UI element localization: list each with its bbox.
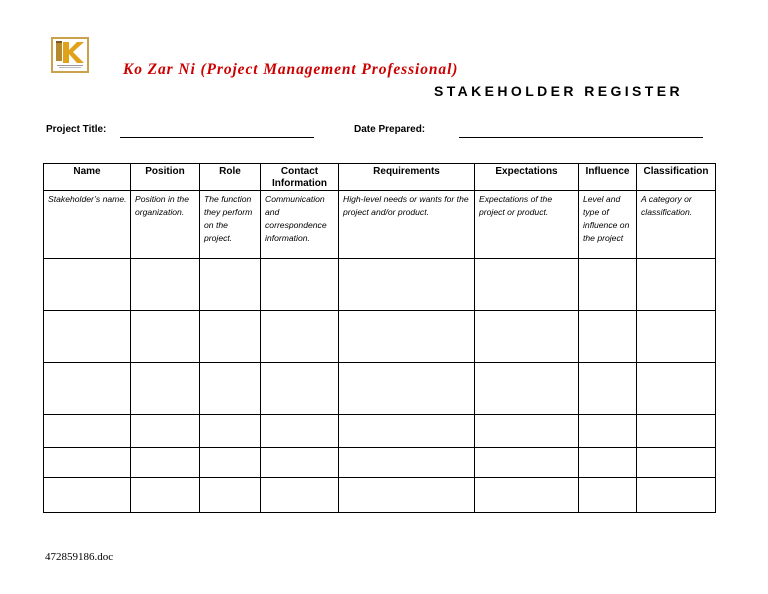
- company-logo: [51, 37, 89, 73]
- table-cell[interactable]: [637, 259, 716, 311]
- table-row: [44, 448, 716, 478]
- table-cell[interactable]: [131, 415, 200, 448]
- column-header-requirements: Requirements: [339, 164, 475, 191]
- table-cell[interactable]: [131, 311, 200, 363]
- table-cell[interactable]: [261, 311, 339, 363]
- table-cell[interactable]: [339, 478, 475, 513]
- table-cell[interactable]: [637, 448, 716, 478]
- table-cell[interactable]: [475, 448, 579, 478]
- table-cell[interactable]: [339, 415, 475, 448]
- project-title-field[interactable]: [120, 137, 314, 138]
- table-cell[interactable]: [261, 478, 339, 513]
- logo-k-icon: [53, 39, 87, 71]
- document-title: STAKEHOLDER REGISTER: [434, 83, 683, 99]
- company-name: Ko Zar Ni (Project Management Professional): [123, 61, 459, 78]
- column-header-classification: Classification: [637, 164, 716, 191]
- table-cell[interactable]: [579, 448, 637, 478]
- classification-description: A category or classification.: [637, 191, 716, 259]
- table-cell[interactable]: [200, 478, 261, 513]
- table-cell[interactable]: [261, 415, 339, 448]
- table-cell[interactable]: [261, 259, 339, 311]
- table-cell[interactable]: [475, 478, 579, 513]
- table-cell[interactable]: [200, 448, 261, 478]
- table-cell[interactable]: [44, 415, 131, 448]
- column-header-position: Position: [131, 164, 200, 191]
- name-description: Stakeholder’s name.: [44, 191, 131, 259]
- table-cell[interactable]: [200, 259, 261, 311]
- stakeholder-register-table: [43, 163, 716, 513]
- column-header-influence: Influence: [579, 164, 637, 191]
- table-row: [44, 478, 716, 513]
- table-cell[interactable]: [579, 363, 637, 415]
- date-prepared-label: Date Prepared:: [354, 124, 426, 135]
- requirements-description: High-level needs or wants for the project and/or product.: [339, 191, 475, 259]
- table-cell[interactable]: [579, 311, 637, 363]
- footer-filename: 472859186.doc: [45, 551, 114, 563]
- table-cell[interactable]: [131, 478, 200, 513]
- table-cell[interactable]: [579, 259, 637, 311]
- table-row: [44, 259, 716, 311]
- table-cell[interactable]: [131, 259, 200, 311]
- column-header-role: Role: [200, 164, 261, 191]
- table-cell[interactable]: [44, 311, 131, 363]
- table-cell[interactable]: [200, 415, 261, 448]
- table-cell[interactable]: [131, 448, 200, 478]
- description-row: [44, 191, 716, 259]
- table-cell[interactable]: [200, 363, 261, 415]
- table-cell[interactable]: [339, 311, 475, 363]
- position-description: Position in the organization.: [131, 191, 200, 259]
- table-row: [44, 363, 716, 415]
- table-header-row: [44, 164, 716, 191]
- column-header-contact-information: Contact Information: [261, 164, 339, 191]
- contact-information-description: Communication and correspondence information.: [261, 191, 339, 259]
- table-cell[interactable]: [44, 478, 131, 513]
- table-cell[interactable]: [637, 478, 716, 513]
- date-prepared-field[interactable]: [459, 137, 703, 138]
- table-cell[interactable]: [44, 259, 131, 311]
- column-header-name: Name: [44, 164, 131, 191]
- influence-description: Level and type of influence on the project: [579, 191, 637, 259]
- table-cell[interactable]: [637, 415, 716, 448]
- table-cell[interactable]: [131, 363, 200, 415]
- table-cell[interactable]: [637, 363, 716, 415]
- table-cell[interactable]: [261, 363, 339, 415]
- project-title-label: Project Title:: [46, 124, 107, 135]
- table-cell[interactable]: [475, 363, 579, 415]
- table-cell[interactable]: [579, 415, 637, 448]
- role-description: The function they perform on the project.: [200, 191, 261, 259]
- table-cell[interactable]: [579, 478, 637, 513]
- column-header-expectations: Expectations: [475, 164, 579, 191]
- table-cell[interactable]: [475, 311, 579, 363]
- table-cell[interactable]: [44, 448, 131, 478]
- table-row: [44, 311, 716, 363]
- table-cell[interactable]: [637, 311, 716, 363]
- table-cell[interactable]: [475, 415, 579, 448]
- table-cell[interactable]: [200, 311, 261, 363]
- table-cell[interactable]: [475, 259, 579, 311]
- expectations-description: Expectations of the project or product.: [475, 191, 579, 259]
- table-row: [44, 415, 716, 448]
- table-cell[interactable]: [339, 363, 475, 415]
- table-cell[interactable]: [339, 259, 475, 311]
- table-cell[interactable]: [339, 448, 475, 478]
- table-cell[interactable]: [261, 448, 339, 478]
- table-cell[interactable]: [44, 363, 131, 415]
